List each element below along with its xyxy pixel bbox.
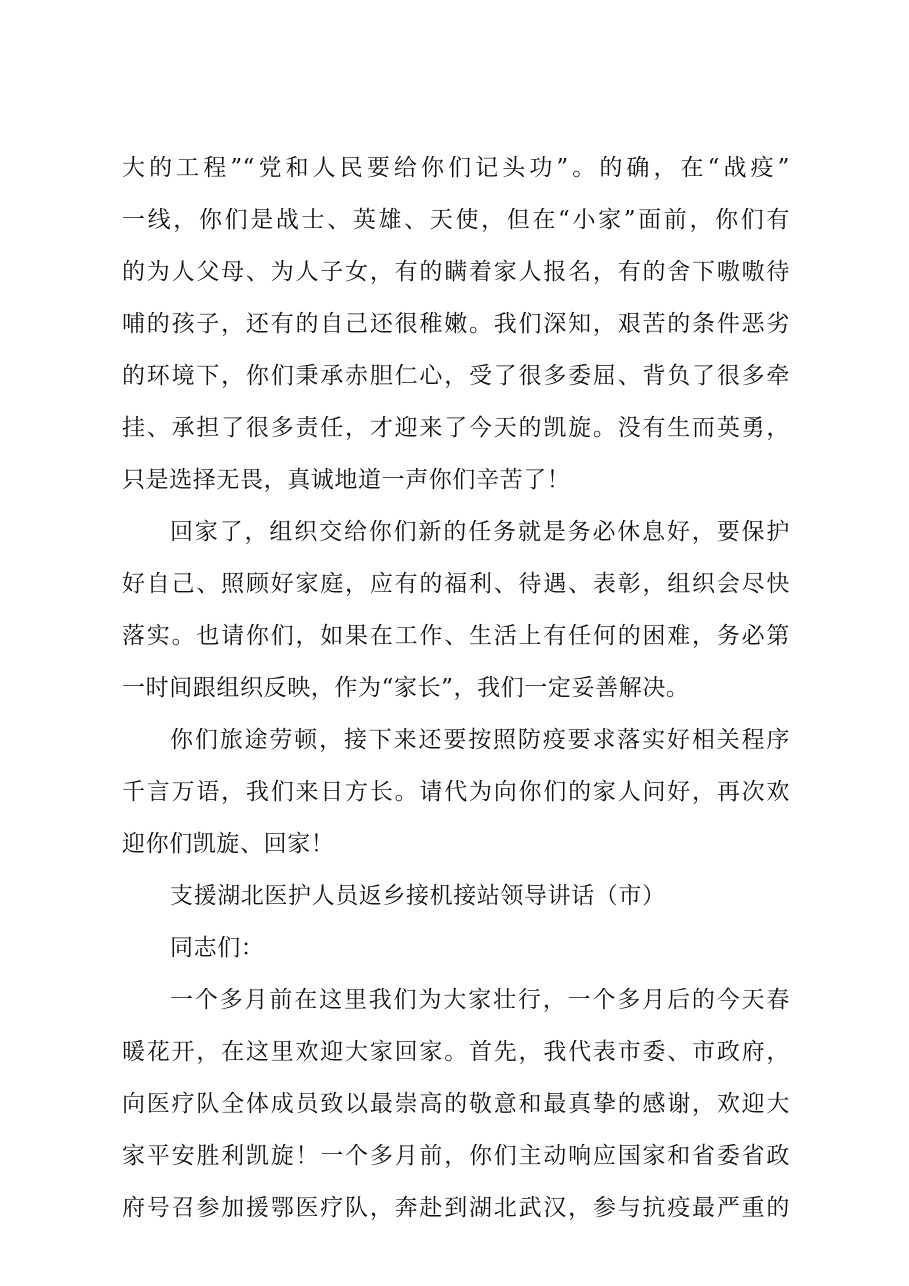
text-line: 的为人父母、为人子女，有的瞒着家人报名，有的舍下嗷嗷待 bbox=[122, 259, 790, 285]
paragraph-first-line: 回家了，组织交给你们新的任务就是务必休息好，要保护 bbox=[170, 519, 790, 545]
text-line: 府号召参加援鄂医疗队，奔赴到湖北武汉，参与抗疫最严重的 bbox=[122, 1195, 790, 1221]
text-line: 大的工程”“党和人民要给你们记头功”。的确，在“战疫” bbox=[122, 155, 790, 181]
section-title: 支援湖北医护人员返乡接机接站领导讲话（市） bbox=[170, 883, 666, 909]
paragraph-first-line: 你们旅途劳顿，接下来还要按照防疫要求落实好相关程序 bbox=[170, 727, 790, 753]
text-line: 好自己、照顾好家庭，应有的福利、待遇、表彰，组织会尽快 bbox=[122, 571, 790, 597]
text-line: 暖花开，在这里欢迎大家回家。首先，我代表市委、市政府， bbox=[122, 1039, 790, 1065]
text-line: 千言万语，我们来日方长。请代为向你们的家人问好，再次欢 bbox=[122, 779, 790, 805]
text-line: 挂、承担了很多责任，才迎来了今天的凯旋。没有生而英勇， bbox=[122, 415, 790, 441]
text-line: 哺的孩子，还有的自己还很稚嫩。我们深知，艰苦的条件恶劣 bbox=[122, 311, 790, 337]
text-line: 一线，你们是战士、英雄、天使，但在“小家”面前，你们有 bbox=[122, 207, 790, 233]
text-line: 落实。也请你们，如果在工作、生活上有任何的困难，务必第 bbox=[122, 623, 790, 649]
paragraph-first-line: 一个多月前在这里我们为大家壮行，一个多月后的今天春 bbox=[170, 987, 790, 1013]
text-line: 的环境下，你们秉承赤胆仁心，受了很多委屈、背负了很多牵 bbox=[122, 363, 790, 389]
text-line: 只是选择无畏，真诚地道一声你们辛苦了！ bbox=[122, 467, 571, 493]
text-line: 家平安胜利凯旋！一个多月前，你们主动响应国家和省委省政 bbox=[122, 1143, 790, 1169]
text-line: 一时间跟组织反映，作为“家长”，我们一定妥善解决。 bbox=[122, 675, 690, 701]
salutation: 同志们： bbox=[170, 935, 265, 961]
text-line: 向医疗队全体成员致以最崇高的敬意和最真挚的感谢，欢迎大 bbox=[122, 1091, 790, 1117]
text-line: 迎你们凯旋、回家！ bbox=[122, 831, 335, 857]
